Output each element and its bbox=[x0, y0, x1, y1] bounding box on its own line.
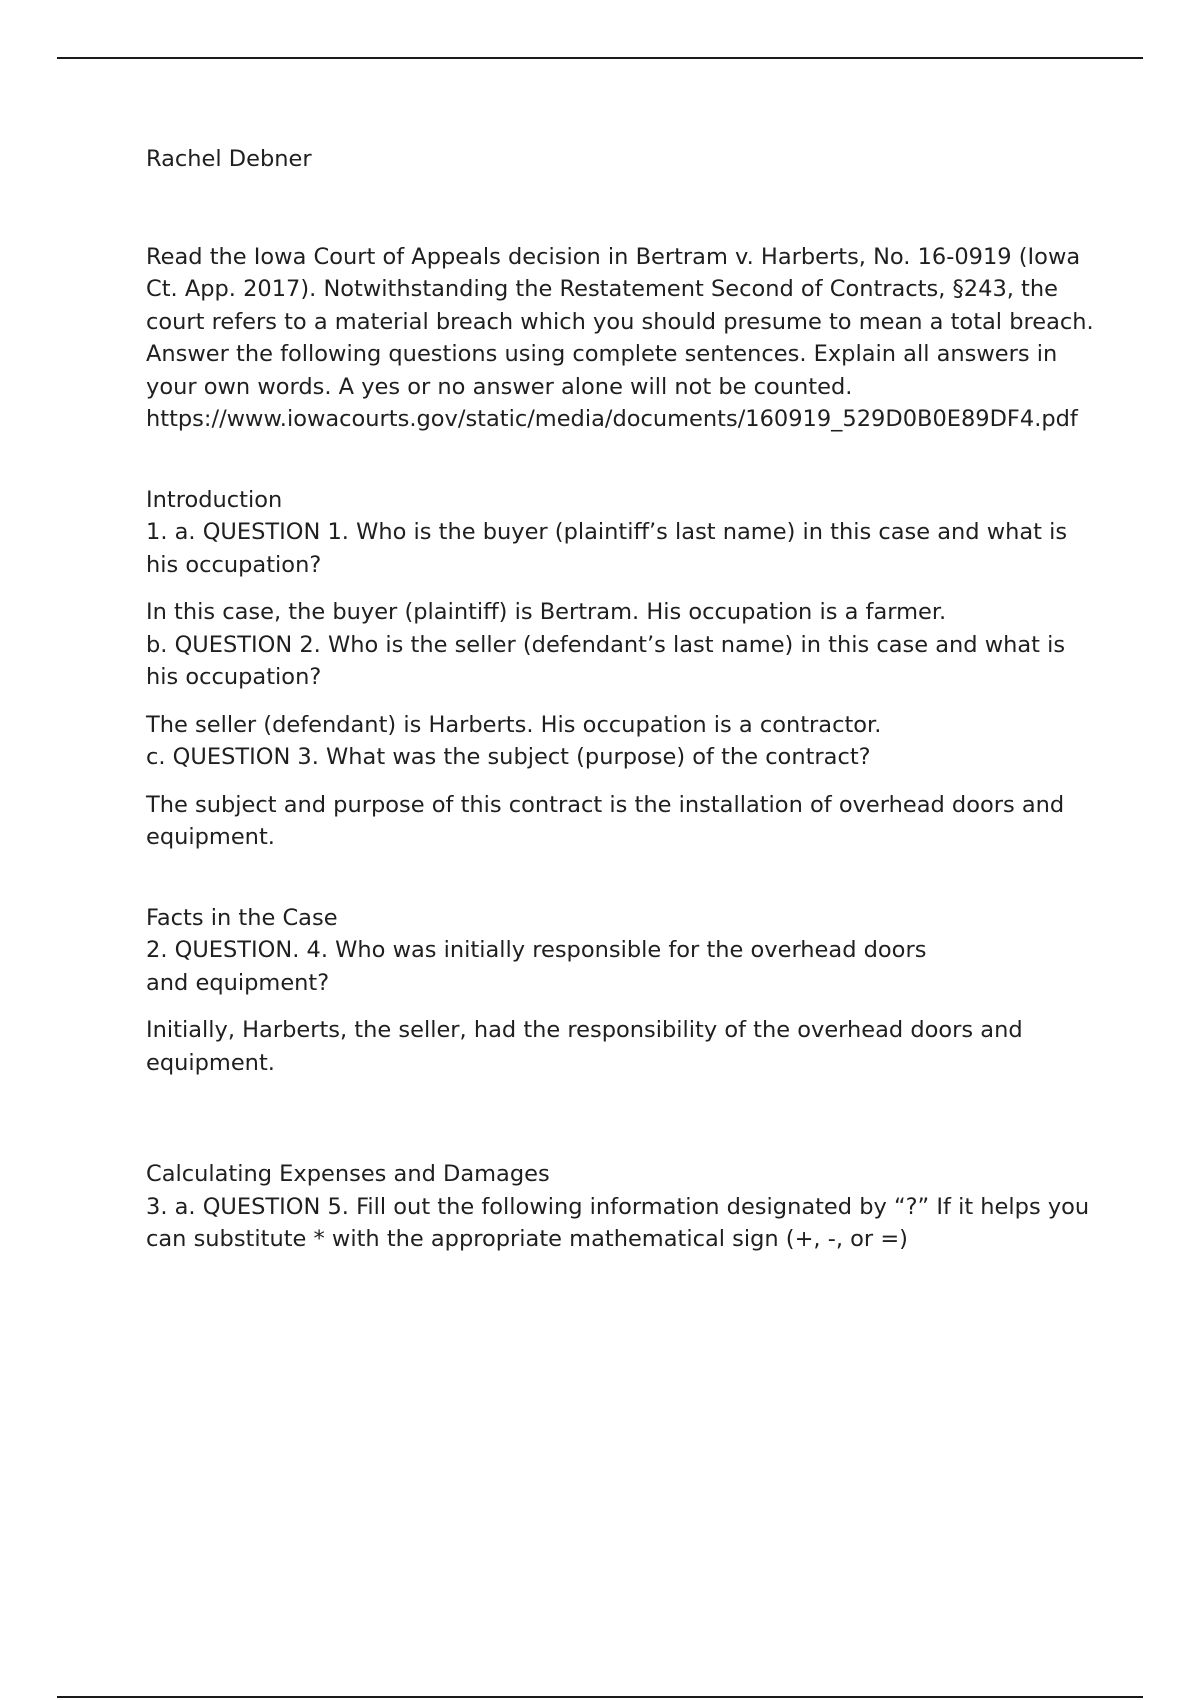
top-rule bbox=[57, 57, 1143, 59]
question-2: b. QUESTION 2. Who is the seller (defendant’s last name) in this case and what is his occupation? bbox=[146, 631, 1066, 690]
question-4-line-1: 2. QUESTION. 4. Who was initially responsible for the overhead doors bbox=[146, 937, 927, 963]
case-url-link[interactable]: https://www.iowacourts.gov/static/media/documents/160919_529D0B0E89DF4.pdf bbox=[146, 406, 1078, 432]
document-body bbox=[146, 143, 1096, 1256]
question-1: 1. a. QUESTION 1. Who is the buyer (plaintiff’s last name) in this case and what is his occupation? bbox=[146, 519, 1068, 578]
answer-1: In this case, the buyer (plaintiff) is Bertram. His occupation is a farmer. bbox=[146, 599, 947, 625]
question-4-line-2: and equipment? bbox=[146, 969, 330, 996]
spacer bbox=[146, 854, 1096, 902]
spacer bbox=[146, 436, 1096, 484]
bottom-rule bbox=[57, 1696, 1143, 1698]
section-heading-introduction: Introduction bbox=[146, 486, 283, 513]
author-name: Rachel Debner bbox=[146, 146, 312, 172]
answer-2: The seller (defendant) is Harberts. His occupation is a contractor. bbox=[146, 711, 882, 738]
question-5: 3. a. QUESTION 5. Fill out the following information designated by “?” If it helps you can substitute * with the appropriate mathematical sign (+, -, or =) bbox=[146, 1193, 1090, 1252]
assignment-prompt: Read the Iowa Court of Appeals decision in Bertram v. Harberts, No. 16-0919 (Iowa Ct. App. 2017). Notwithstanding the Restatement Second of Contracts, §243, the court refers to a material breach which you should presume to mean a total breach. Answer the following questions using complete sentences. Explain all answers in your own words. A yes or no answer alone will not be counted. bbox=[146, 243, 1094, 400]
answer-3: The subject and purpose of this contract is the installation of overhead doors and equipment. bbox=[146, 791, 1065, 850]
section-heading-facts: Facts in the Case bbox=[146, 904, 338, 931]
question-3: c. QUESTION 3. What was the subject (purpose) of the contract? bbox=[146, 744, 871, 770]
spacer bbox=[146, 1079, 1096, 1158]
answer-4: Initially, Harberts, the seller, had the responsibility of the overhead doors and equipment. bbox=[146, 1017, 1023, 1076]
section-heading-damages: Calculating Expenses and Damages bbox=[146, 1161, 550, 1187]
